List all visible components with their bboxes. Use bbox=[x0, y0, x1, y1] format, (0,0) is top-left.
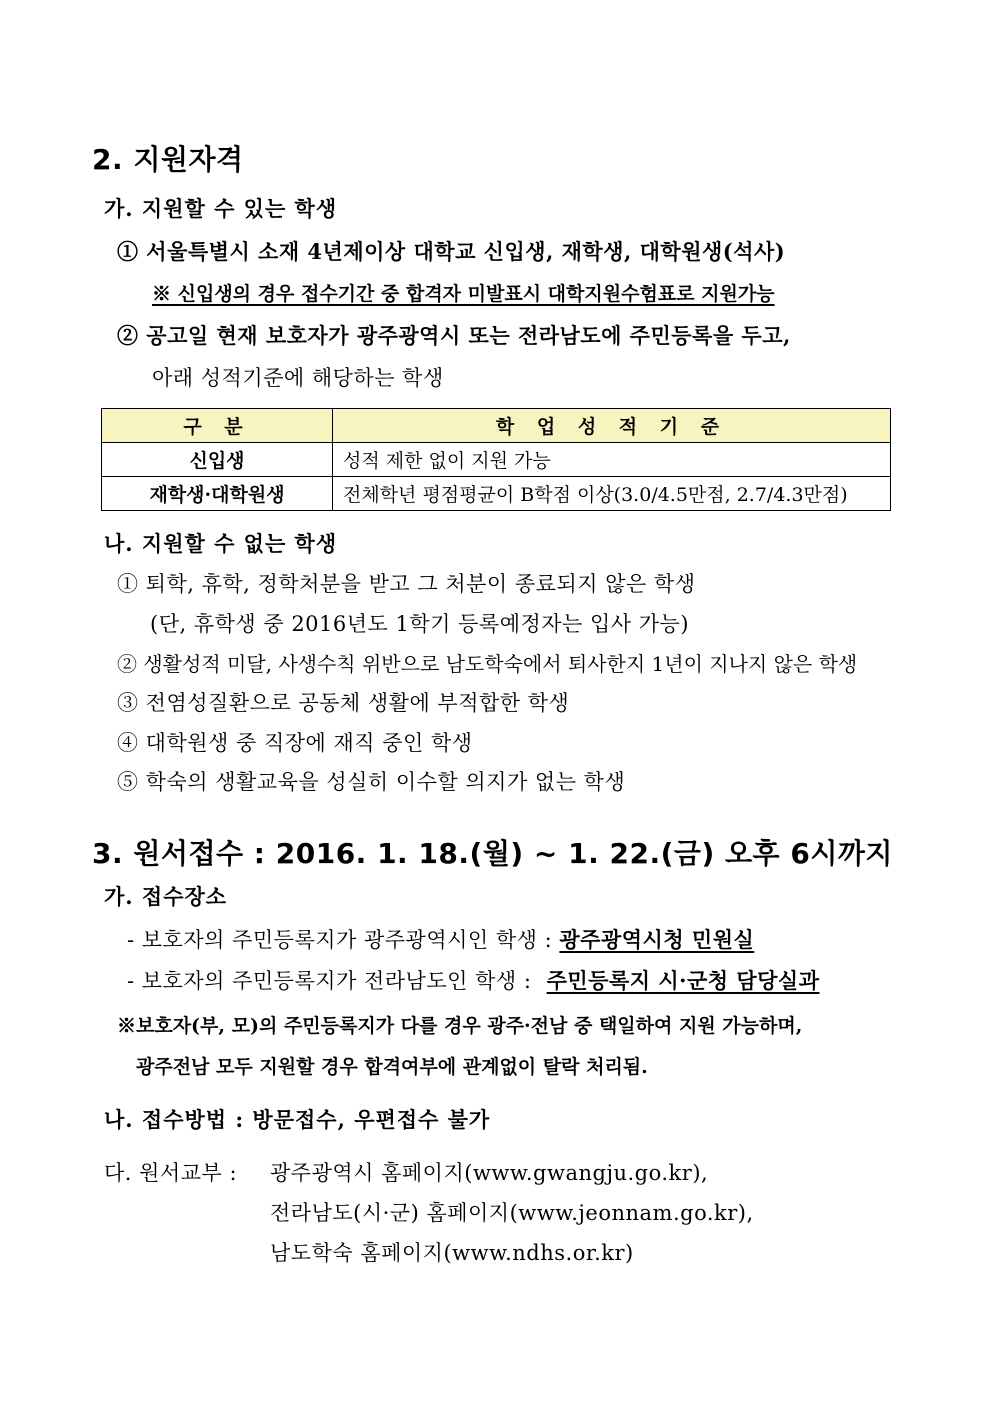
table-row bbox=[102, 443, 891, 477]
eligible-item-1-note: ※ 신입생의 경우 접수기간 중 합격자 미발표시 대학지원수험표로 지원가능 bbox=[152, 283, 775, 305]
row-criteria: 성적 제한 없이 지원 가능 bbox=[333, 443, 891, 477]
place-gwangju-label: - 보호자의 주민등록지가 광주광역시인 학생 : bbox=[127, 928, 553, 952]
ineligible-item-5: ⑤ 학숙의 생활교육을 성실히 이수할 의지가 없는 학생 bbox=[117, 770, 626, 794]
distribution-item: 광주광역시 홈페이지(www.gwangju.go.kr), bbox=[270, 1161, 709, 1185]
distribution-item: 전라남도(시·군) 홈페이지(www.jeonnam.go.kr), bbox=[270, 1201, 754, 1225]
eligible-heading: 가. 지원할 수 있는 학생 bbox=[104, 196, 338, 221]
ineligible-item-1: ① 퇴학, 휴학, 정학처분을 받고 그 처분이 종료되지 않은 학생 bbox=[117, 572, 696, 596]
section-3-title: 3. 원서접수 : 2016. 1. 18.(월) ~ 1. 22.(금) 오후 6시까지 bbox=[92, 837, 893, 870]
criteria-table-header bbox=[102, 409, 891, 443]
header-criteria: 학 업 성 적 기 준 bbox=[333, 409, 891, 443]
eligible-item-1: ① 서울특별시 소재 4년제이상 대학교 신입생, 재학생, 대학원생(석사) bbox=[117, 239, 786, 264]
place-jeonnam bbox=[127, 965, 819, 995]
place-jeonnam-label: - 보호자의 주민등록지가 전라남도인 학생 : bbox=[127, 969, 532, 993]
ineligible-item-1-note: (단, 휴학생 중 2016년도 1학기 등록예정자는 입사 가능) bbox=[150, 612, 690, 636]
ineligible-item-3: ③ 전염성질환으로 공동체 생활에 부적합한 학생 bbox=[117, 691, 570, 715]
table-row bbox=[102, 477, 891, 511]
distribution-label: 다. 원서교부 : bbox=[104, 1161, 238, 1185]
place-gwangju-value: 광주광역시청 민원실 bbox=[559, 927, 755, 952]
ineligible-heading: 나. 지원할 수 없는 학생 bbox=[104, 531, 338, 556]
ineligible-item-2: ② 생활성적 미달, 사생수칙 위반으로 남도학숙에서 퇴사한지 1년이 지나지 않은 학생 bbox=[117, 652, 858, 676]
section-2-title: 2. 지원자격 bbox=[92, 143, 244, 176]
row-type: 재학생·대학원생 bbox=[102, 477, 333, 511]
place-jeonnam-value: 주민등록지 시·군청 담당실과 bbox=[546, 968, 820, 993]
notice-line-2: 광주전남 모두 지원할 경우 합격여부에 관계없이 탈락 처리됨. bbox=[136, 1056, 648, 1078]
distribution-item: 남도학숙 홈페이지(www.ndhs.or.kr) bbox=[270, 1241, 634, 1265]
row-criteria: 전체학년 평점평균이 B학점 이상(3.0/4.5만점, 2.7/4.3만점) bbox=[333, 477, 891, 511]
ineligible-item-4: ④ 대학원생 중 직장에 재직 중인 학생 bbox=[117, 731, 473, 755]
row-type: 신입생 bbox=[102, 443, 333, 477]
notice-line-1: ※보호자(부, 모)의 주민등록지가 다를 경우 광주·전남 중 택일하여 지원 가능하며, bbox=[117, 1015, 803, 1037]
place-heading: 가. 접수장소 bbox=[104, 884, 228, 909]
criteria-table bbox=[101, 408, 891, 511]
eligible-item-2-line1: ② 공고일 현재 보호자가 광주광역시 또는 전라남도에 주민등록을 두고, bbox=[117, 323, 791, 348]
header-category: 구 분 bbox=[102, 409, 333, 443]
method-line: 나. 접수방법 : 방문접수, 우편접수 불가 bbox=[104, 1107, 491, 1132]
place-gwangju bbox=[127, 924, 754, 954]
eligible-item-2-line2: 아래 성적기준에 해당하는 학생 bbox=[152, 366, 444, 390]
